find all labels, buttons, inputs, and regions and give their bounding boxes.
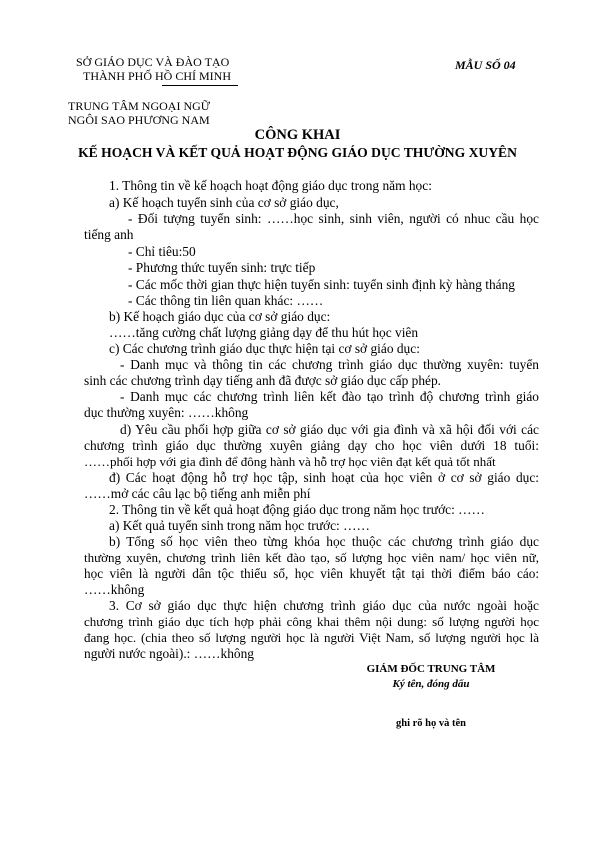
enrollment-target-line: - Đối tượng tuyển sinh: ……học sinh, sinh viên, người có nhuc cầu học: [128, 211, 539, 226]
enrollment-target-cont: tiếng anh: [84, 227, 134, 242]
quota-line: - Chỉ tiêu:50: [128, 244, 196, 259]
form-number: MẪU SỐ 04: [455, 58, 516, 72]
item-d-line1: d) Yêu cầu phối hợp giữa cơ sở giáo dục với gia đình và xã hội đối với các: [120, 422, 539, 437]
section-3-line2: chương trình giáo dục tích hợp phải công khai thêm nội dung: số lượng người học: [84, 614, 539, 629]
city-name: THÀNH PHỐ HỒ CHÍ MINH: [83, 69, 231, 83]
joint-program-line: - Danh mục các chương trình liên kết đào tạo trình độ chương trình giáo: [120, 389, 539, 404]
signature-title: GIÁM ĐỐC TRUNG TÂM: [366, 663, 496, 675]
department-name: SỞ GIÁO DỤC VÀ ĐÀO TẠO: [76, 55, 230, 69]
item-2a-line: a) Kết quả tuyển sinh trong năm học trước: ……: [109, 518, 370, 533]
section-2-heading: 2. Thông tin về kết quả hoạt động giáo dục trong năm học trước: ……: [109, 502, 485, 517]
method-line: - Phương thức tuyển sinh: trực tiếp: [128, 260, 316, 275]
item-c-heading: c) Các chương trình giáo dục thực hiện tại cơ sở giáo dục:: [109, 341, 420, 356]
other-info-line: - Các thông tin liên quan khác: ……: [128, 293, 324, 308]
program-list-line: - Danh mục và thông tin các chương trình giáo dục thường xuyên: tuyển: [120, 357, 539, 372]
section-3-line1: 3. Cơ sở giáo dục thực hiện chương trình giáo dục của nước ngoài hoặc: [109, 598, 539, 613]
item-b-heading: b) Kế hoạch giáo dục của cơ sở giáo dục:: [109, 309, 331, 324]
signature-name-note: ghi rõ họ và tên: [395, 718, 466, 729]
program-list-cont: sinh các chương trình dạy tiếng anh đã được sở giáo dục cấp phép.: [84, 373, 442, 388]
schedule-line: - Các mốc thời gian thực hiện tuyển sinh: tuyển sinh định kỳ hàng tháng: [128, 277, 515, 292]
item-dd-line2: ……mở các câu lạc bộ tiếng anh miễn phí: [84, 486, 311, 501]
item-d-line3: ……phối hợp với gia đình để đông hành và hỗ trợ học viên đạt kết quả tốt nhất: [84, 454, 496, 469]
section-3-line3: đang học. (chia theo số lượng người học là người Việt Nam, số lượng người học là: [84, 630, 539, 645]
item-2b-line1: b) Tổng số học viên theo từng khóa học thuộc các chương trình giáo dục: [109, 534, 539, 549]
item-d-line2: chương trình giáo dục thường xuyên giảng dạy cho học viên dưới 18 tuổi:: [84, 438, 539, 453]
item-2b-line3: học viên là người dân tộc thiểu số, học viên khuyết tật tại thời điểm báo cáo:: [84, 566, 539, 581]
item-2b-line2: thường xuyên, chương trình liên kết đào tạo, số lượng học viên nam/ học viên nữ,: [84, 550, 539, 565]
item-dd-line1: đ) Các hoạt động hỗ trợ học tập, sinh hoạt của học viên ở cơ sở giáo dục:: [109, 470, 539, 485]
header-underline: [162, 85, 238, 86]
signature-note: Ký tên, đóng dấu: [392, 678, 470, 690]
section-3-line4: người nước ngoài).: ……không: [84, 646, 255, 661]
item-2b-line4: ……không: [84, 582, 145, 597]
item-a-heading: a) Kế hoạch tuyển sinh của cơ sở giáo dục,: [109, 195, 339, 210]
document-title: CÔNG KHAI: [254, 127, 341, 143]
joint-program-cont: dục thường xuyên: ……không: [84, 405, 249, 420]
item-b-content: ……tăng cường chất lượng giảng dạy để thu hút học viên: [109, 325, 419, 340]
section-1-heading: 1. Thông tin về kế hoạch hoạt động giáo dục trong năm học:: [109, 178, 432, 193]
document-subtitle: KẾ HOẠCH VÀ KẾT QUẢ HOẠT ĐỘNG GIÁO DỤC THƯỜNG XUYÊN: [78, 145, 517, 160]
center-name-line2: NGÔI SAO PHƯƠNG NAM: [68, 113, 210, 127]
center-name-line1: TRUNG TÂM NGOẠI NGỮ: [68, 99, 211, 113]
